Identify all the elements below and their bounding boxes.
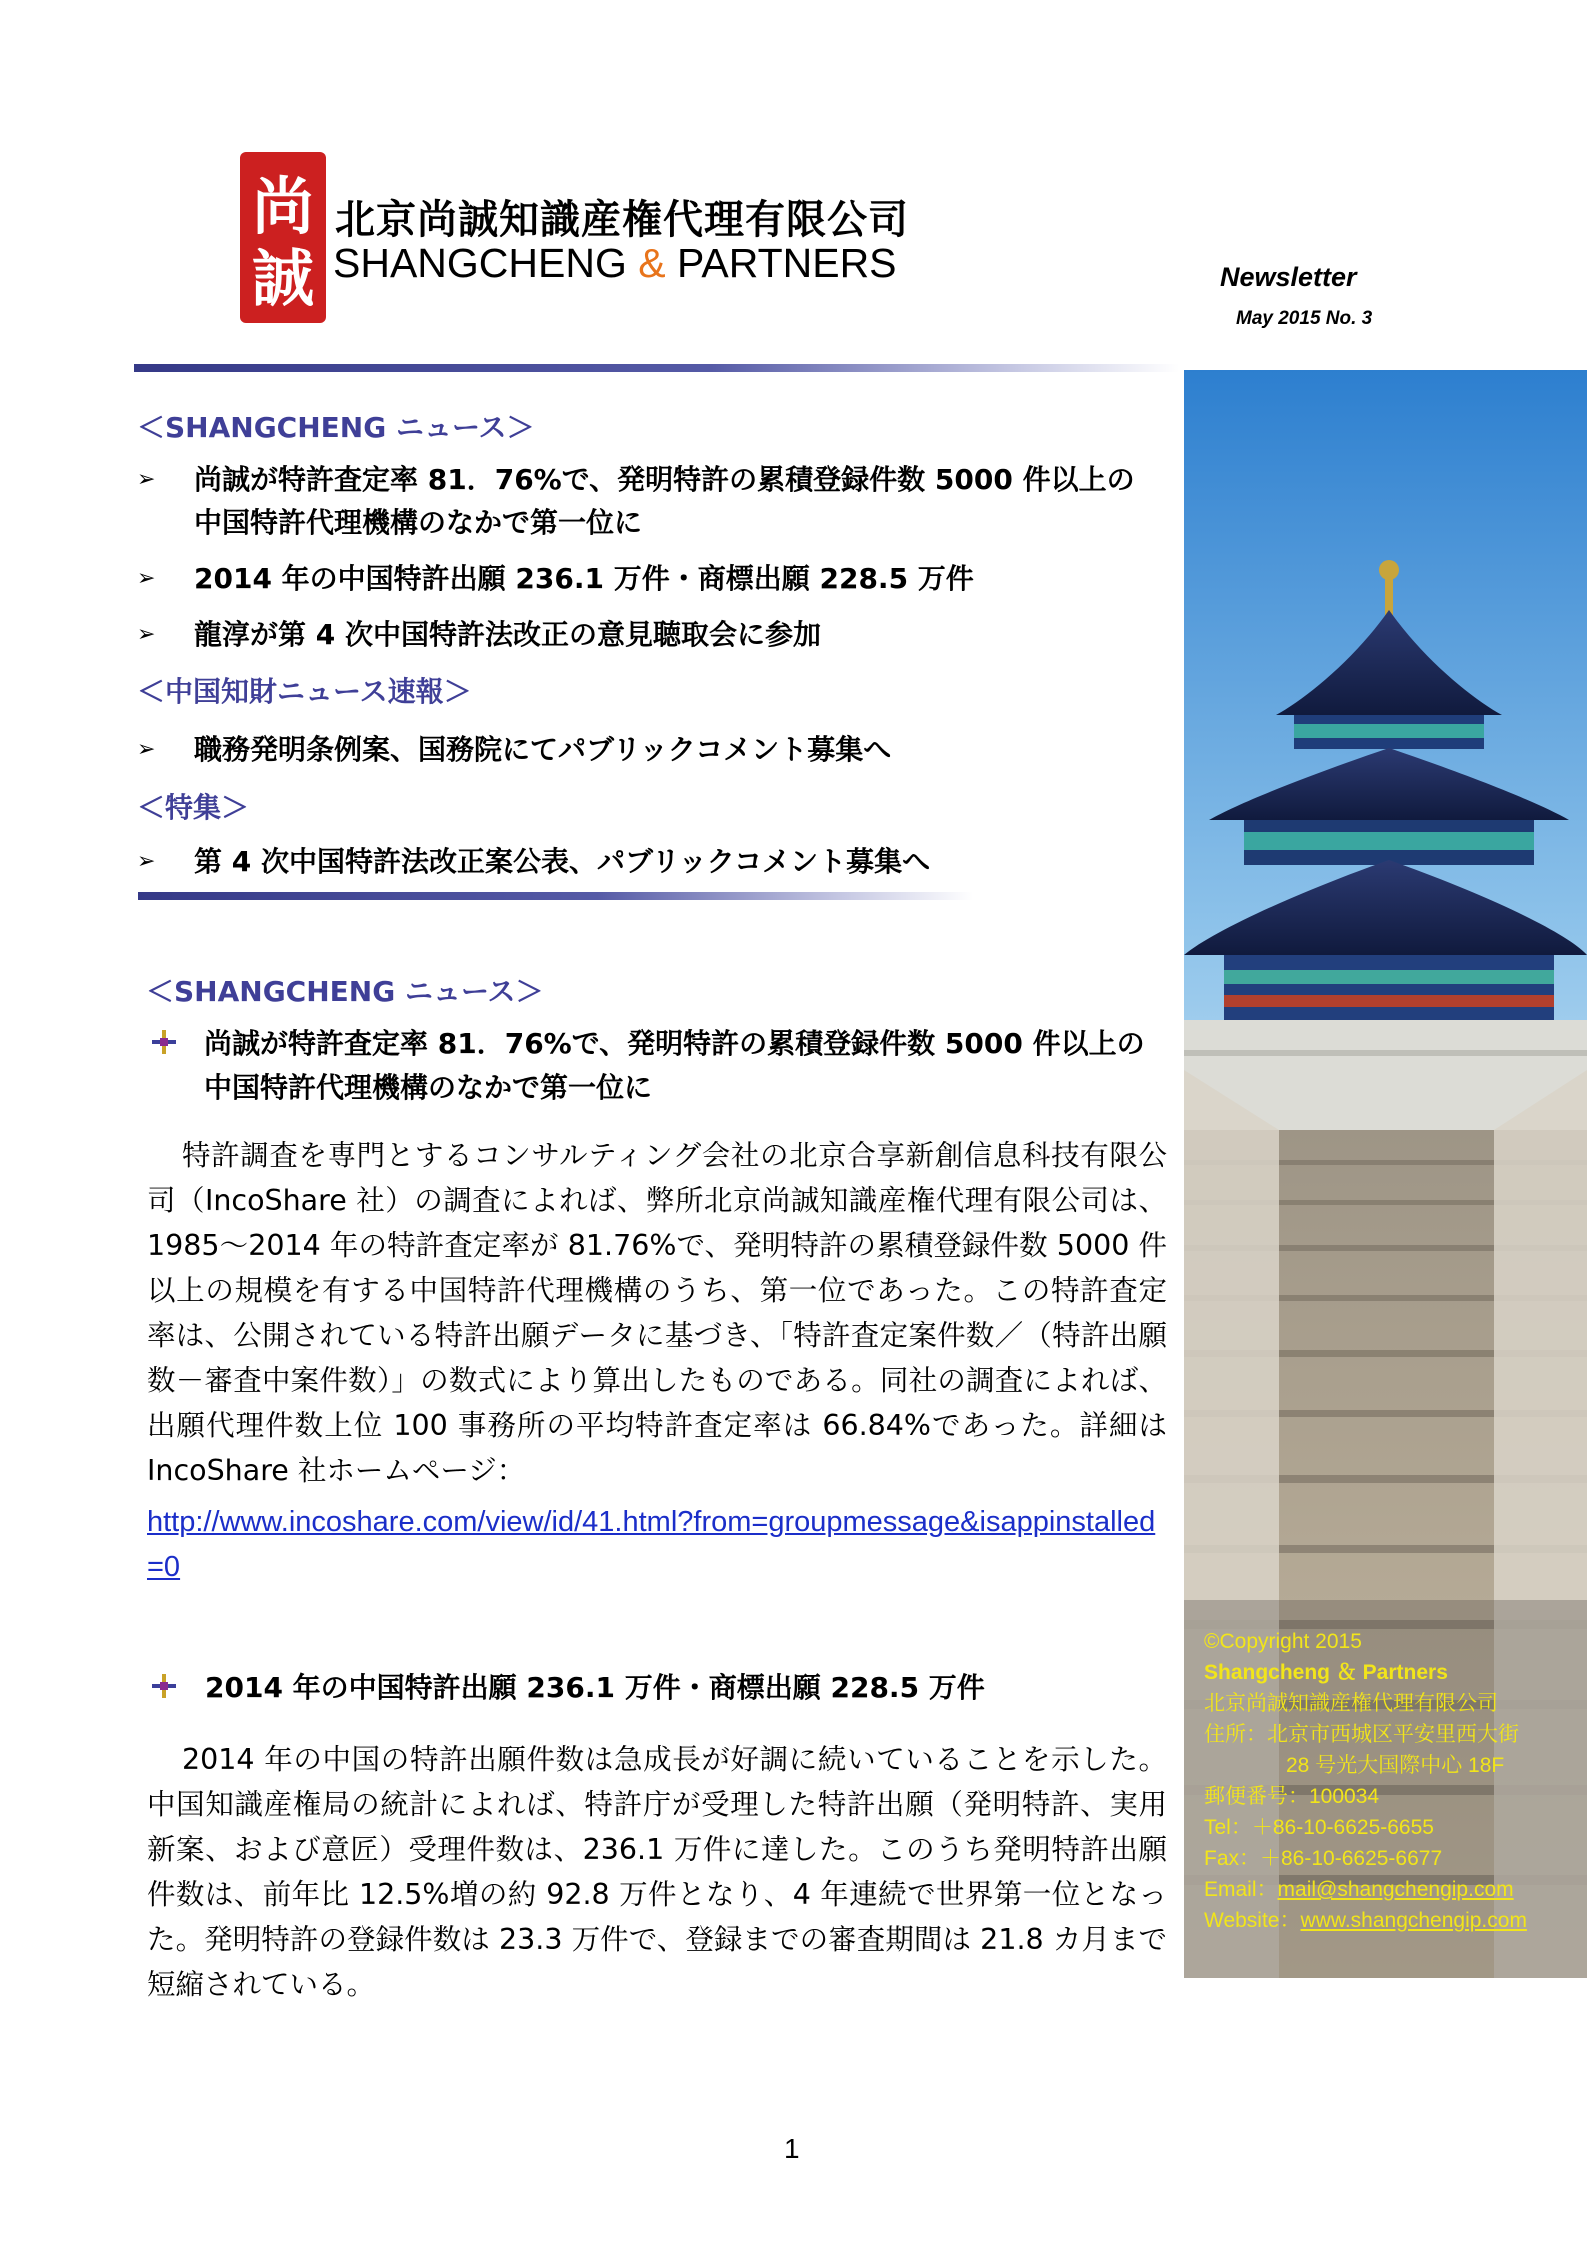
- article-body: [147, 1133, 1167, 1493]
- newsletter-label: Newsletter: [1220, 262, 1357, 292]
- email-label: Email：: [1204, 1878, 1278, 1901]
- address-line-1: 住所：北京市西城区平安里西大街: [1204, 1723, 1519, 1746]
- toc-item: [137, 458, 1157, 544]
- page-number: 1: [784, 2133, 800, 2164]
- article-title-text: 2014 年の中国特許出願 236.1 万件・商標出願 228.5 万件: [205, 1671, 985, 1704]
- article-title: [152, 1666, 1172, 1710]
- section-heading-news: ＜SHANGCHENG ニュース＞: [146, 975, 544, 1008]
- arrow-bullet-icon: ➢: [137, 622, 156, 647]
- toc-item: [137, 728, 1157, 771]
- toc-item-label: 第 4 次中国特許法改正案公表、パブリックコメント募集へ: [194, 845, 931, 878]
- firm-name-jp: 北京尚誠知識産権代理有限公司: [1204, 1692, 1498, 1715]
- website-label: Website：: [1204, 1909, 1301, 1932]
- toc-heading-ip: ＜中国知財ニュース速報＞: [137, 675, 472, 708]
- fax: Fax：＋86-10-6625-6677: [1204, 1847, 1443, 1870]
- arrow-bullet-icon: ➢: [137, 467, 156, 492]
- article-title: [152, 1022, 1172, 1110]
- article-body: [147, 1737, 1167, 2007]
- tel: Tel：＋86-10-6625-6655: [1204, 1816, 1434, 1839]
- toc-item: [137, 613, 1157, 656]
- incoshare-link[interactable]: http://www.incoshare.com/view/id/41.html?from=groupmessage&isappinstalled=0: [147, 1506, 1156, 1583]
- firm-name-en: Shangcheng ＆ Partners: [1204, 1661, 1448, 1684]
- website-row: [1204, 1905, 1584, 1936]
- website-link[interactable]: www.shangchengip.com: [1300, 1909, 1527, 1932]
- arrow-bullet-icon: ➢: [137, 737, 156, 762]
- address-line-2: 28 号光大国際中心 18F: [1286, 1754, 1505, 1777]
- toc-item: [137, 840, 1157, 883]
- pin-bullet-icon: [152, 1030, 176, 1054]
- company-name-en-right: PARTNERS: [677, 240, 897, 286]
- svg-text:尚: 尚: [251, 170, 315, 243]
- copyright: ©Copyright 2015: [1204, 1630, 1362, 1653]
- article-paragraph: 特許調査を専門とするコンサルティング会社の北京合享新創信息科技有限公司（IncoShare 社）の調査によれば、弊所北京尚誠知識産権代理有限公司は、1985～2014 年の特許査定率が 81.76%で、発明特許の累積登録件数 5000 件以上の規模を有する中国特許代理機構のうち、第一位であった。この特許査定率は、公開されている特許出願データに基づき、「特許査定案件数／（特許出願数－審査中案件数）」の数式により算出したものである。同社の調査によれば、出願代理件数上位 100 事務所の平均特許査定率は 66.84%であった。詳細は IncoShare 社ホームページ：: [147, 1139, 1167, 1487]
- postal-code: 郵便番号：100034: [1204, 1785, 1380, 1808]
- toc-heading-news: ＜SHANGCHENG ニュース＞: [137, 411, 535, 444]
- company-name-en: [333, 240, 897, 287]
- email-row: [1204, 1874, 1584, 1905]
- article-paragraph: 2014 年の中国の特許出願件数は急成長が好調に続いていることを示した。中国知識産権局の統計によれば、特許庁が受理した特許出願（発明特許、実用新案、および意匠）受理件数は、236.1 万件に達した。このうち発明特許出願件数は、前年比 12.5%増の約 92.8 万件となり、4 年連続で世界第一位となった。発明特許の登録件数は 23.3 万件で、登録までの審査期間は 21.8 カ月まで短縮されている。: [147, 1743, 1167, 2001]
- company-name-jp: 北京尚誠知識産権代理有限公司: [335, 197, 909, 243]
- company-name-en-left: SHANGCHENG: [333, 240, 627, 286]
- contact-block: [1204, 1626, 1584, 1936]
- svg-text:誠: 誠: [251, 242, 315, 315]
- toc-item-label: 尚誠が特許査定率 81．76%で、発明特許の累積登録件数 5000 件以上の中国特許代理機構のなかで第一位に: [194, 463, 1135, 539]
- email-link[interactable]: mail@shangchengip.com: [1277, 1878, 1514, 1901]
- toc-item-label: 2014 年の中国特許出願 236.1 万件・商標出願 228.5 万件: [194, 562, 974, 595]
- toc-item: [137, 557, 1157, 600]
- toc-item-label: 龍淳が第 4 次中国特許法改正の意見聴取会に参加: [194, 618, 821, 651]
- company-name-en-amp: &: [638, 240, 666, 286]
- pin-bullet-icon: [152, 1674, 176, 1698]
- toc-heading-feature: ＜特集＞: [137, 791, 250, 824]
- toc-item-label: 職務発明条例案、国務院にてパブリックコメント募集へ: [194, 733, 892, 766]
- article-title-text: 尚誠が特許査定率 81．76%で、発明特許の累積登録件数 5000 件以上の中国特許代理機構のなかで第一位に: [204, 1027, 1145, 1104]
- toc-rule: [138, 892, 973, 900]
- arrow-bullet-icon: ➢: [137, 566, 156, 591]
- issue-label: May 2015 No. 3: [1236, 308, 1373, 329]
- header-rule: [134, 364, 1179, 372]
- seal-logo: [238, 150, 328, 325]
- arrow-bullet-icon: ➢: [137, 849, 156, 874]
